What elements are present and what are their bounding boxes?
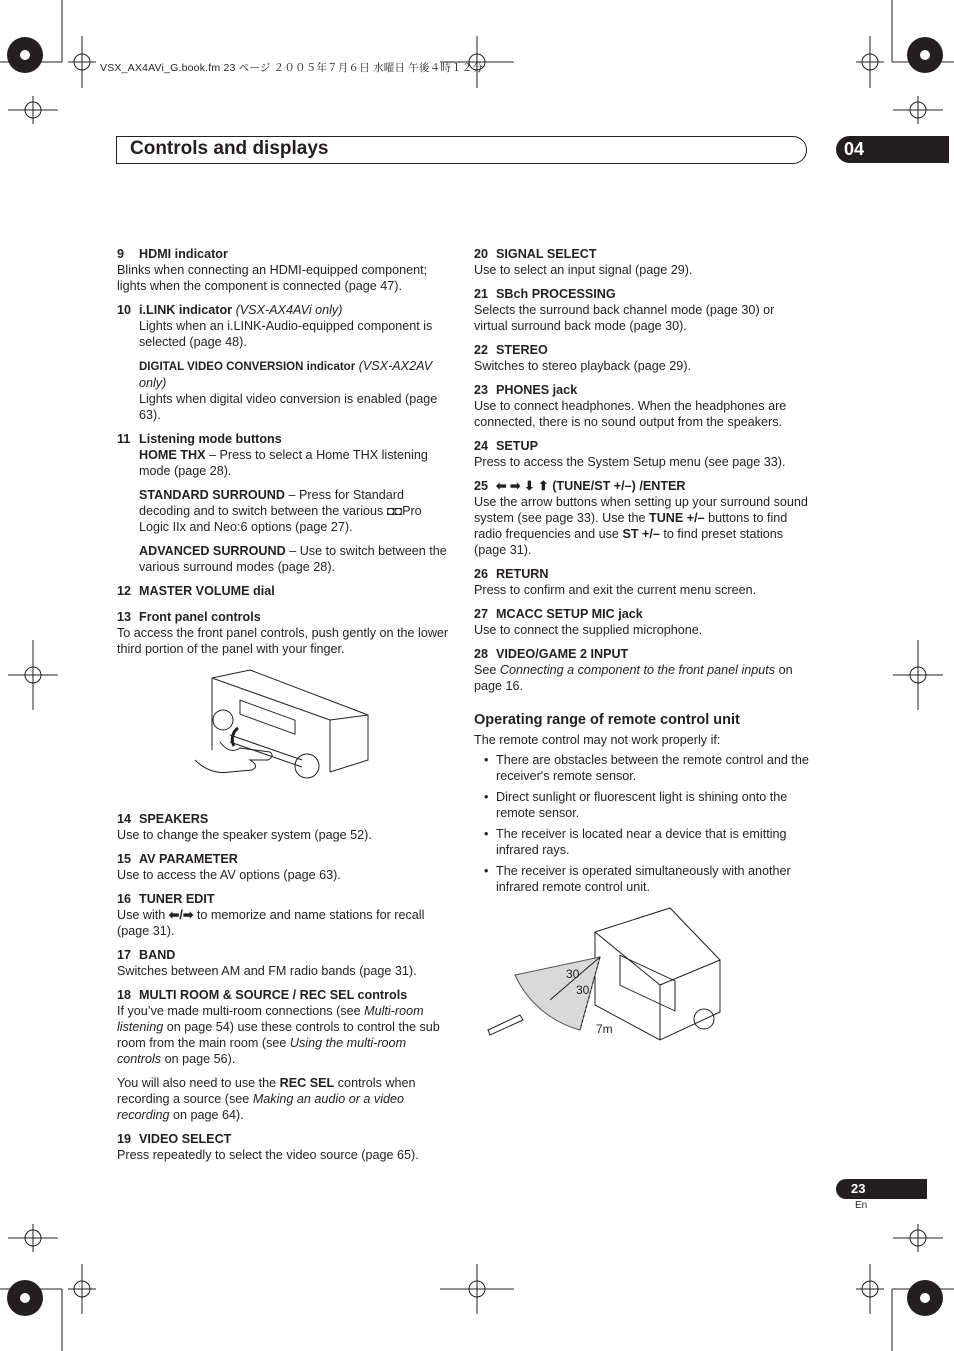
- text: on page 56).: [161, 1052, 236, 1066]
- item-label: MCACC SETUP MIC jack: [496, 607, 643, 621]
- remote-range-diagram: [480, 900, 740, 1050]
- item-number: 25: [474, 479, 489, 493]
- item-desc: Use to change the speaker system (page 52).: [117, 828, 372, 842]
- item-desc: Use with: [117, 908, 169, 922]
- item-21: [474, 286, 809, 334]
- item-label: PHONES jack: [496, 383, 578, 397]
- item-label: (TUNE/ST +/–) /ENTER: [552, 479, 686, 493]
- item-20: [474, 246, 809, 278]
- item-number: 20: [474, 247, 489, 261]
- item-label: Listening mode buttons: [139, 432, 282, 446]
- item-23: [474, 382, 809, 430]
- item-18: [117, 987, 452, 1123]
- tune-label: TUNE +/–: [649, 511, 705, 525]
- item-label: AV PARAMETER: [139, 852, 238, 866]
- item-desc: [474, 494, 809, 558]
- page-number-tab: 23: [836, 1179, 927, 1199]
- item-12: [117, 583, 452, 599]
- text: You will also need to use the: [117, 1076, 280, 1090]
- item-paragraph-2: [117, 1075, 452, 1123]
- item-note: (VSX-AX4AVi only): [235, 303, 343, 317]
- item-desc: Use to connect the supplied microphone.: [474, 623, 703, 637]
- text: If you’ve made multi-room connections (see: [117, 1004, 365, 1018]
- item-number: 28: [474, 647, 489, 661]
- text: Use the arrow buttons when setting up your surround sound system (see page 33). Use the: [474, 495, 808, 525]
- item-label: TUNER EDIT: [139, 892, 215, 906]
- item-number: 21: [474, 287, 489, 301]
- item-28: [474, 646, 809, 694]
- item-desc: Use to connect headphones. When the headphones are connected, there is no sound output from the speakers.: [474, 399, 787, 429]
- standard-surround-desc: – Press for Standard decoding and to switch between the various: [139, 488, 405, 518]
- item-desc: Use to access the AV options (page 63).: [117, 868, 341, 882]
- item-desc: Selects the surround back channel mode (page 30) or virtual surround back mode (page 30).: [474, 303, 775, 333]
- remote-range-title: Operating range of remote control unit: [474, 712, 740, 728]
- item-number: 17: [117, 948, 132, 962]
- item-17: [117, 947, 452, 979]
- item-14: [117, 811, 452, 843]
- item-desc: [474, 662, 809, 694]
- item-number: 16: [117, 892, 132, 906]
- item-label: VIDEO SELECT: [139, 1132, 232, 1146]
- item-desc: Press repeatedly to select the video source (page 65).: [117, 1148, 419, 1162]
- text: on page 16.: [474, 663, 793, 693]
- item-number: 24: [474, 439, 489, 453]
- item-16: [117, 891, 452, 939]
- item-number: 22: [474, 343, 489, 357]
- distance-label: 7m: [596, 1022, 613, 1036]
- item-number: 26: [474, 567, 489, 581]
- item-11: [117, 431, 452, 575]
- item-desc: Switches between AM and FM radio bands (page 31).: [117, 964, 417, 978]
- item-number: 23: [474, 383, 489, 397]
- arrow-left-right-icon: ⬅/➡: [168, 908, 194, 922]
- item-desc: Lights when digital video conversion is enabled (page 63).: [139, 392, 438, 422]
- item-number: 27: [474, 607, 489, 621]
- ref: Connecting a component to the front panel inputs: [499, 663, 776, 677]
- item-desc: To access the front panel controls, push gently on the lower third portion of the panel with your finger.: [117, 626, 449, 656]
- item-desc: Switches to stereo playback (page 29).: [474, 359, 692, 373]
- text: controls when recording a source (see: [117, 1076, 416, 1106]
- rec-sel-label: REC SEL: [279, 1076, 335, 1090]
- item-25: [474, 478, 809, 558]
- item-22: [474, 342, 809, 374]
- list-item: • The receiver is located near a device that is emitting infrared rays.: [496, 826, 809, 858]
- item-number: 14: [117, 812, 132, 826]
- text: See: [474, 663, 500, 677]
- advanced-surround-label: ADVANCED SURROUND: [139, 544, 286, 558]
- item-label: MULTI ROOM & SOURCE / REC SEL controls: [139, 988, 408, 1002]
- ref: Using the multi-room controls: [117, 1036, 407, 1066]
- item-label: SIGNAL SELECT: [496, 247, 597, 261]
- text: to find preset stations (page 31).: [474, 527, 784, 557]
- item-desc: Press to access the System Setup menu (see page 33).: [474, 455, 786, 469]
- front-panel-illustration: [190, 660, 390, 790]
- list-item: • Direct sunlight or fluorescent light is shining onto the remote sensor.: [496, 789, 809, 821]
- ref: Making an audio or a video recording: [117, 1092, 405, 1122]
- item-19: [117, 1131, 452, 1163]
- list-item: • There are obstacles between the remote control and the receiver's remote sensor.: [496, 752, 809, 784]
- standard-surround-desc-2: Pro Logic IIx and Neo:6 options (page 27).: [139, 504, 422, 534]
- text: on page 54) use these controls to control the sub room from the main room (see: [117, 1020, 440, 1050]
- dolby-logo-icon: ◘◘: [386, 504, 403, 518]
- item-label: VIDEO/GAME 2 INPUT: [496, 647, 629, 661]
- text: buttons to find radio frequencies and use: [474, 511, 788, 541]
- page-language: En: [855, 1200, 868, 1211]
- item-number: 9: [117, 247, 125, 261]
- arrow-buttons-icon: ⬅ ➡ ⬇ ⬆: [496, 479, 549, 493]
- file-header: VSX_AX4AVi_G.book.fm 23 ページ ２００５年７月６日 水曜日 午後４時１２分: [100, 62, 484, 74]
- item-number: 11: [117, 432, 131, 446]
- item-label: Front panel controls: [139, 610, 261, 624]
- item-label: SETUP: [496, 439, 538, 453]
- item-26: [474, 566, 809, 598]
- text: on page 64).: [169, 1108, 244, 1122]
- item-label: BAND: [139, 948, 176, 962]
- item-desc: Lights when an i.LINK-Audio-equipped component is selected (page 48).: [139, 319, 433, 349]
- ref: Multi-room listening: [117, 1004, 424, 1034]
- item-15: [117, 851, 452, 883]
- chapter-title: Controls and displays: [130, 138, 329, 159]
- item-9: [117, 246, 452, 294]
- item-13: [117, 609, 452, 657]
- item-paragraph-1: [117, 1003, 452, 1067]
- item-label: HDMI indicator: [139, 247, 228, 261]
- item-24: [474, 438, 809, 470]
- item-27: [474, 606, 809, 638]
- item-label: DIGITAL VIDEO CONVERSION indicator: [139, 361, 356, 373]
- list-item: • The receiver is operated simultaneously with another infrared remote control unit.: [496, 863, 809, 895]
- remote-range-intro: The remote control may not work properly if:: [474, 733, 721, 747]
- item-desc: Use to select an input signal (page 29).: [474, 263, 693, 277]
- standard-surround-label: STANDARD SURROUND: [139, 488, 285, 502]
- angle-bottom-label: 30: [576, 983, 590, 997]
- advanced-surround-desc: – Use to switch between the various surround modes (page 28).: [139, 544, 447, 574]
- home-thx-label: HOME THX: [139, 448, 206, 462]
- item-desc-2: to memorize and name stations for recall (page 31).: [117, 908, 425, 938]
- item-label: SPEAKERS: [139, 812, 209, 826]
- item-note: (VSX-AX2AV only): [139, 359, 433, 390]
- right-column: [474, 246, 809, 900]
- st-label: ST +/–: [622, 527, 660, 541]
- item-label: STEREO: [496, 343, 548, 357]
- item-label: MASTER VOLUME dial: [139, 584, 275, 598]
- item-number: 13: [117, 610, 132, 624]
- item-number: 19: [117, 1132, 132, 1146]
- item-label: i.LINK indicator: [139, 303, 233, 317]
- home-thx-desc: – Press to select a Home THX listening mode (page 28).: [139, 448, 428, 478]
- item-number: 18: [117, 988, 132, 1002]
- angle-top-label: 30: [566, 967, 580, 981]
- item-label: RETURN: [496, 567, 549, 581]
- chapter-number-tab: 04: [836, 136, 949, 163]
- item-desc: Press to confirm and exit the current menu screen.: [474, 583, 757, 597]
- item-10: [117, 302, 452, 423]
- item-number: 15: [117, 852, 132, 866]
- remote-range-list: [474, 752, 809, 895]
- item-desc: Blinks when connecting an HDMI-equipped component; lights when the component is connected (page 47).: [117, 263, 428, 293]
- item-number: 12: [117, 584, 132, 598]
- item-label: SBch PROCESSING: [496, 287, 616, 301]
- item-number: 10: [117, 303, 132, 317]
